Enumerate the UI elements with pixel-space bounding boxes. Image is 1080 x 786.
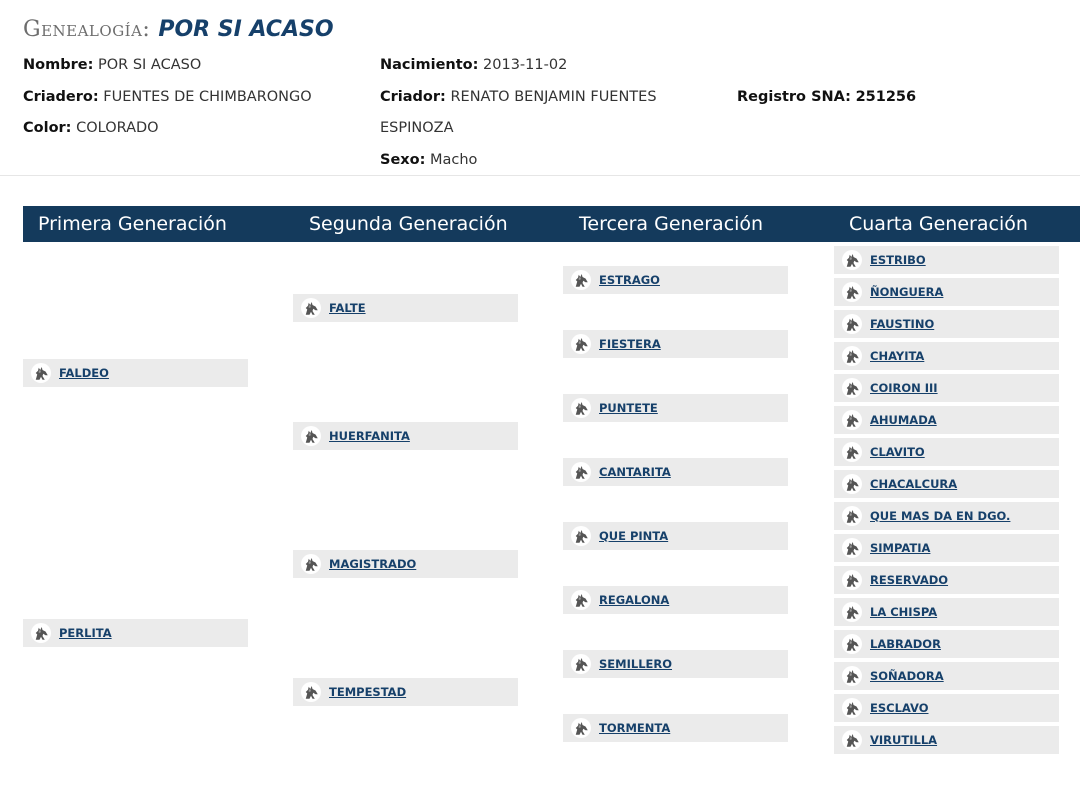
- fourth-gen-cell: [834, 374, 1059, 402]
- fourth-gen-horse-link[interactable]: SIMPATIA: [870, 541, 931, 555]
- fourth-gen-horse-link[interactable]: VIRUTILLA: [870, 733, 938, 747]
- horse-head-icon: [301, 426, 321, 446]
- third-gen-cell: [563, 586, 788, 614]
- second-gen-horse-link[interactable]: HUERFANITA: [329, 429, 410, 443]
- nombre-label: Nombre:: [23, 57, 94, 73]
- horse-head-icon: [571, 718, 591, 738]
- horse-head-icon: [842, 250, 862, 270]
- nacimiento-value: 2013-11-02: [483, 57, 568, 73]
- third-gen-cell: [563, 522, 788, 550]
- horse-head-icon: [842, 314, 862, 334]
- horse-head-icon: [842, 602, 862, 622]
- fourth-gen-horse-link[interactable]: CLAVITO: [870, 445, 925, 459]
- fourth-gen-cell: [834, 310, 1059, 338]
- third-gen-horse-link[interactable]: PUNTETE: [599, 401, 658, 415]
- fourth-gen-horse-link[interactable]: QUE MAS DA EN DGO.: [870, 509, 1011, 523]
- horse-head-icon: [842, 538, 862, 558]
- color-label: Color:: [23, 120, 72, 136]
- horse-head-icon: [571, 462, 591, 482]
- horse-head-icon: [842, 282, 862, 302]
- horse-head-icon: [571, 334, 591, 354]
- second-gen-horse-link[interactable]: MAGISTRADO: [329, 557, 417, 571]
- horse-head-icon: [842, 666, 862, 686]
- second-gen-cell: [293, 550, 518, 578]
- fourth-gen-cell: [834, 694, 1059, 722]
- horse-head-icon: [842, 410, 862, 430]
- info-criador-cont: [380, 119, 454, 137]
- sexo-value: Macho: [430, 152, 478, 168]
- third-gen-horse-link[interactable]: ESTRAGO: [599, 273, 660, 287]
- criadero-label: Criadero:: [23, 89, 99, 105]
- title-label: Genealogía:: [23, 17, 151, 42]
- horse-head-icon: [571, 526, 591, 546]
- horse-head-icon: [301, 682, 321, 702]
- info-nacimiento: [380, 56, 567, 74]
- criador-value-line2: ESPINOZA: [380, 120, 454, 136]
- fourth-gen-cell: [834, 502, 1059, 530]
- sexo-label: Sexo:: [380, 152, 426, 168]
- info-sexo: [380, 151, 477, 169]
- horse-head-icon: [842, 634, 862, 654]
- criador-label: Criador:: [380, 89, 446, 105]
- horse-head-icon: [31, 623, 51, 643]
- third-gen-horse-link[interactable]: QUE PINTA: [599, 529, 669, 543]
- header-fourth-generation: Cuarta Generación: [849, 213, 1028, 235]
- info-criadero: [23, 88, 312, 106]
- first-gen-cell: [23, 619, 248, 647]
- criador-value-line1: RENATO BENJAMIN FUENTES: [450, 89, 657, 105]
- criadero-value: FUENTES DE CHIMBARONGO: [103, 89, 312, 105]
- second-gen-cell: [293, 294, 518, 322]
- fourth-gen-cell: [834, 630, 1059, 658]
- horse-head-icon: [842, 474, 862, 494]
- fourth-gen-horse-link[interactable]: LABRADOR: [870, 637, 941, 651]
- first-gen-horse-link[interactable]: PERLITA: [59, 626, 112, 640]
- color-value: COLORADO: [76, 120, 159, 136]
- horse-head-icon: [842, 698, 862, 718]
- fourth-gen-cell: [834, 246, 1059, 274]
- fourth-gen-cell: [834, 278, 1059, 306]
- second-gen-cell: [293, 422, 518, 450]
- second-gen-horse-link[interactable]: FALTE: [329, 301, 366, 315]
- third-gen-cell: [563, 650, 788, 678]
- third-gen-horse-link[interactable]: CANTARITA: [599, 465, 671, 479]
- fourth-gen-cell: [834, 470, 1059, 498]
- horse-head-icon: [571, 590, 591, 610]
- third-gen-cell: [563, 714, 788, 742]
- generations-header: [23, 206, 1080, 242]
- horse-head-icon: [571, 270, 591, 290]
- horse-head-icon: [842, 506, 862, 526]
- third-gen-cell: [563, 266, 788, 294]
- fourth-gen-horse-link[interactable]: CHAYITA: [870, 349, 925, 363]
- registro-value: 251256: [855, 89, 917, 105]
- third-gen-cell: [563, 394, 788, 422]
- fourth-gen-cell: [834, 534, 1059, 562]
- horse-head-icon: [842, 442, 862, 462]
- horse-head-icon: [301, 554, 321, 574]
- third-gen-cell: [563, 330, 788, 358]
- third-gen-horse-link[interactable]: SEMILLERO: [599, 657, 673, 671]
- info-color: [23, 119, 159, 137]
- title-horse-name: POR SI ACASO: [158, 17, 334, 42]
- fourth-gen-cell: [834, 598, 1059, 626]
- header-third-generation: Tercera Generación: [579, 213, 764, 235]
- nacimiento-label: Nacimiento:: [380, 57, 479, 73]
- info-nombre: [23, 56, 201, 74]
- first-gen-horse-link[interactable]: FALDEO: [59, 366, 109, 380]
- fourth-gen-horse-link[interactable]: ÑONGUERA: [870, 285, 944, 299]
- horse-head-icon: [571, 654, 591, 674]
- horse-head-icon: [842, 346, 862, 366]
- info-registro: [737, 88, 916, 106]
- fourth-gen-horse-link[interactable]: ESTRIBO: [870, 253, 926, 267]
- third-gen-horse-link[interactable]: FIESTERA: [599, 337, 661, 351]
- horse-head-icon: [842, 730, 862, 750]
- horse-head-icon: [842, 378, 862, 398]
- fourth-gen-cell: [834, 406, 1059, 434]
- third-gen-horse-link[interactable]: REGALONA: [599, 593, 670, 607]
- fourth-gen-horse-link[interactable]: CHACALCURA: [870, 477, 958, 491]
- nombre-value: POR SI ACASO: [97, 57, 202, 73]
- divider: [0, 175, 1080, 176]
- registro-label: Registro SNA:: [737, 89, 851, 105]
- horse-head-icon: [571, 398, 591, 418]
- horse-head-icon: [842, 570, 862, 590]
- third-gen-horse-link[interactable]: TORMENTA: [599, 721, 671, 735]
- fourth-gen-horse-link[interactable]: SOÑADORA: [870, 669, 944, 683]
- fourth-gen-horse-link[interactable]: LA CHISPA: [870, 605, 938, 619]
- fourth-gen-cell: [834, 566, 1059, 594]
- horse-head-icon: [301, 298, 321, 318]
- header-second-generation: Segunda Generación: [309, 213, 508, 235]
- second-gen-horse-link[interactable]: TEMPESTAD: [329, 685, 407, 699]
- fourth-gen-horse-link[interactable]: FAUSTINO: [870, 317, 935, 331]
- fourth-gen-cell: [834, 726, 1059, 754]
- info-criador: [380, 88, 657, 106]
- horse-head-icon: [31, 363, 51, 383]
- header-first-generation: Primera Generación: [38, 213, 227, 235]
- fourth-gen-cell: [834, 662, 1059, 690]
- fourth-gen-horse-link[interactable]: ESCLAVO: [870, 701, 929, 715]
- fourth-gen-cell: [834, 438, 1059, 466]
- page-title: [23, 16, 334, 44]
- fourth-gen-horse-link[interactable]: COIRON III: [870, 381, 938, 395]
- fourth-gen-horse-link[interactable]: AHUMADA: [870, 413, 937, 427]
- fourth-gen-horse-link[interactable]: RESERVADO: [870, 573, 949, 587]
- second-gen-cell: [293, 678, 518, 706]
- fourth-gen-cell: [834, 342, 1059, 370]
- first-gen-cell: [23, 359, 248, 387]
- third-gen-cell: [563, 458, 788, 486]
